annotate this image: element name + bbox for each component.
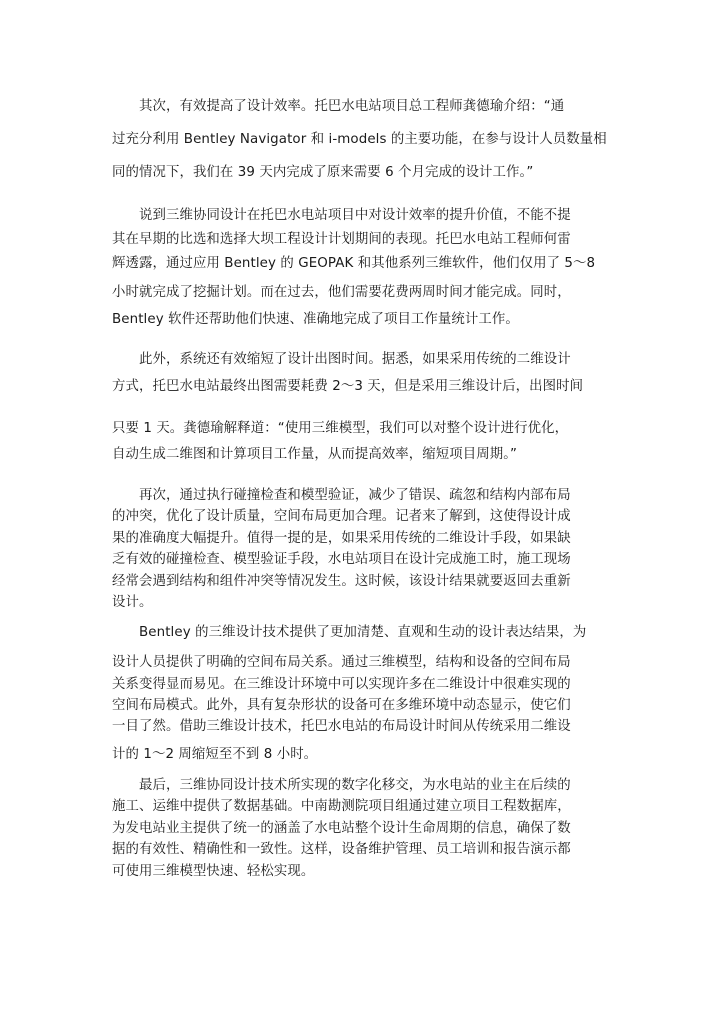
text-line: 的冲突，优化了设计质量，空间布局更加合理。记者来了解到，这使得设计成 [112, 509, 571, 525]
paragraph-efficiency [112, 94, 614, 186]
paragraph-3d-expression [112, 621, 614, 767]
text-line: 说到三维协同设计在托巴水电站项目中对设计效率的提升价值，不能不提 [139, 208, 571, 223]
text-line: 小时就完成了挖掘计划。而在过去，他们需要花费两周时间才能完成。同时， [112, 285, 571, 300]
paragraph-design-value [112, 205, 614, 331]
text-line: 其在早期的比选和选择大坝工程设计计划期间的表现。托巴水电站工程师何雷 [112, 232, 571, 247]
text-line: 经常会遇到结构和组件冲突等情况发生。这时候，该设计结果就要返回去重新 [112, 573, 571, 589]
text-line: 自动生成二维图和计算项目工作量，从而提高效率，缩短项目周期。” [112, 447, 518, 462]
text-line: 可使用三维模型快速、轻松实现。 [112, 863, 315, 879]
text-line: Bentley 的三维设计技术提供了更加清楚、直观和生动的设计表达结果，为 [139, 625, 587, 640]
text-line: 空间布局模式。此外，具有复杂形状的设备可在多维环境中动态显示，使它们 [112, 698, 571, 713]
text-line: 关系变得显而易见。在三维设计环境中可以实现许多在二维设计中很难实现的 [112, 677, 571, 692]
text-line: 其次，有效提高了设计效率。托巴水电站项目总工程师龚德瑜介绍：“通 [139, 99, 565, 114]
text-line: 只要 1 天。龚德瑜解释道：“使用三维模型，我们可以对整个设计进行优化， [112, 421, 569, 436]
text-line: 同的情况下，我们在 39 天内完成了原来需要 6 个月完成的设计工作。” [112, 165, 534, 180]
text-line: 再次，通过执行碰撞检查和模型验证，减少了错误、疏忽和结构内部布局 [139, 488, 571, 503]
text-line: 设计人员提供了明确的空间布局关系。通过三维模型，结构和设备的空间布局 [112, 655, 571, 670]
text-line: 设计。 [112, 594, 153, 610]
text-line: 据的有效性、精确性和一致性。这样，设备维护管理、员工培训和报告演示都 [112, 842, 571, 858]
paragraph-clash-check [112, 485, 614, 613]
text-line: 方式，托巴水电站最终出图需要耗费 2～3 天，但是采用三维设计后，出图时间 [112, 379, 584, 394]
text-line: 计的 1～2 周缩短至不到 8 小时。 [112, 747, 318, 762]
text-line: 此外，系统还有效缩短了设计出图时间。据悉，如果采用传统的二维设计 [139, 352, 571, 367]
text-line: Bentley 软件还帮助他们快速、准确地完成了项目工作量统计工作。 [112, 312, 519, 327]
text-line: 施工、运维中提供了数据基础。中南勘测院项目组通过建立项目工程数据库， [112, 799, 571, 815]
text-line: 过充分利用 Bentley Navigator 和 i-models 的主要功能，在参与设计人员数量相 [112, 132, 607, 147]
text-line: 为发电站业主提供了统一的涵盖了水电站整个设计生命周期的信息，确保了数 [112, 820, 571, 836]
text-line: 一目了然。借助三维设计技术，托巴水电站的布局设计时间从传统采用二维设 [112, 719, 571, 734]
text-line: 最后，三维协同设计技术所实现的数字化移交，为水电站的业主在后续的 [139, 778, 571, 793]
text-line: 果的准确度大幅提升。值得一提的是，如果采用传统的二维设计手段，如果缺 [112, 530, 571, 546]
text-line: 辉透露，通过应用 Bentley 的 GEOPAK 和其他系列三维软件，他们仅用了 5～8 [112, 256, 596, 271]
paragraph-drawing-time [112, 348, 614, 467]
paragraph-digital-handover [112, 775, 614, 882]
text-line: 乏有效的碰撞检查、模型验证手段，水电站项目在设计完成施工时，施工现场 [112, 552, 571, 568]
